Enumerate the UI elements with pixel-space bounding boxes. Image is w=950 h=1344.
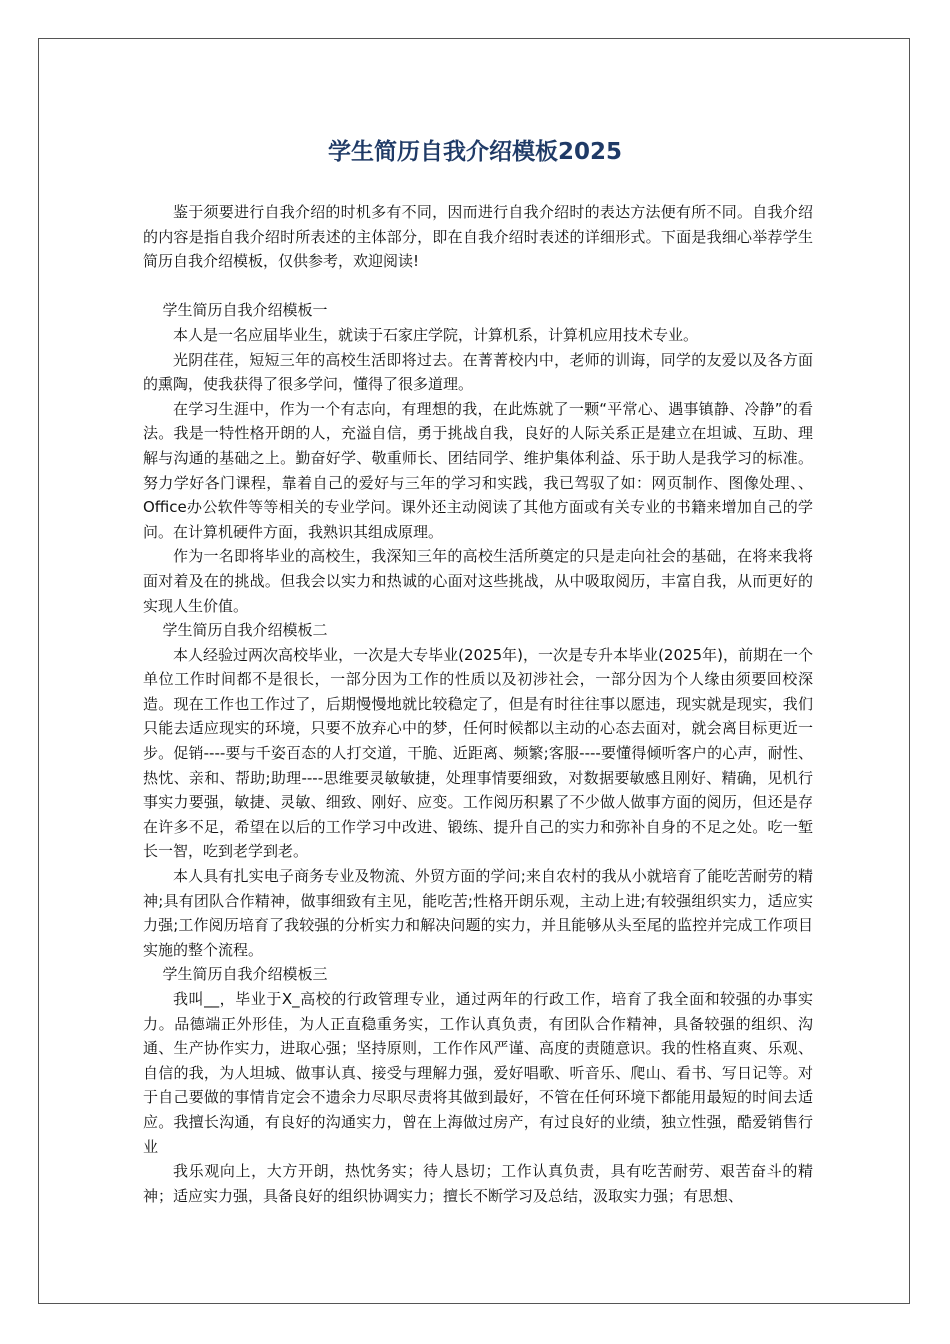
document-title: 学生简历自我介绍模板2025 xyxy=(327,139,622,165)
section-heading-2: 学生简历自我介绍模板二 xyxy=(162,621,328,640)
paragraph: 我乐观向上，大方开朗，热忱务实；待人恳切；工作认真负责，具有吃苦耐劳、艰苦奋斗的精神；适应实力强，具备良好的组织协调实力；擅长不断学习及总结，汲取实力强；有思想、 xyxy=(143,1162,813,1205)
paragraph: 光阴荏荏，短短三年的高校生活即将过去。在菁菁校内中，老师的训诲，同学的友爱以及各方面的熏陶，使我获得了很多学问，懂得了很多道理。 xyxy=(143,350,813,394)
paragraph: 我叫__，毕业于X_高校的行政管理专业，通过两年的行政工作，培育了我全面和较强的办事实力。品德端正外形佳，为人正直稳重务实，工作认真负责，有团队合作精神，具备较强的组织、沟通、生产协作实力，进取心强；坚持原则，工作作风严谨、高度的责随意识。我的性格直爽、乐观、自信的我，为人坦城、做事认真、接受与理解力强，爱好唱歌、听音乐、爬山、看书、写日记等。对于自己要做的事情肯定会不遗余力尽职尽责将其做到最好，不管在任何环境下都能用最短的时间去适应。我擅长沟通，有良好的沟通实力，曾在上海做过房产，有过良好的业绩，独立性强，酷爱销售行业 xyxy=(143,990,813,1156)
paragraph: 本人具有扎实电子商务专业及物流、外贸方面的学问;来自农村的我从小就培育了能吃苦耐劳的精神;具有团队合作精神，做事细致有主见，能吃苦;性格开朗乐观，主动上进;有较强组织实力，适应实力强;工作阅历培育了我较强的分析实力和解决问题的实力，并且能够从头至尾的监控并完成工作项目实施的整个流程。 xyxy=(143,867,813,959)
document-body xyxy=(143,200,813,1208)
paragraph: 在学习生涯中，作为一个有志向，有理想的我，在此炼就了一颗“平常心、遇事镇静、冷静”的看法。我是一特性格开朗的人，充溢自信，勇于挑战自我，良好的人际关系正是建立在坦诚、互助、理解与沟通的基础之上。勤奋好学、敬重师长、团结同学、维护集体利益、乐于助人是我学习的标准。努力学好各门课程，靠着自己的爱好与三年的学习和实践，我已驾驭了如：网页制作、图像处理、、Office办公软件等等相关的专业学问。课外还主动阅读了其他方面或有关专业的书籍来增加自己的学问。在计算机硬件方面，我熟识其组成原理。 xyxy=(143,399,813,541)
paragraph: 本人是一名应届毕业生，就读于石家庄学院，计算机系，计算机应用技术专业。 xyxy=(173,325,699,344)
paragraph: 本人经验过两次高校毕业，一次是大专毕业(2025年)，一次是专升本毕业(2025年)，前期在一个单位工作时间都不是很长，一部分因为工作的性质以及初涉社会，一部分因为个人缘由须要回校深造。现在工作也工作过了，后期慢慢地就比较稳定了，但是有时往往事以愿违，现实就是现实，我们只能去适应现实的环境，只要不放弃心中的梦，任何时候都以主动的心态去面对，就会离目标更近一步。促销----要与千姿百态的人打交道，干脆、近距离、频繁;客服----要懂得倾听客户的心声，耐性、热忱、亲和、帮助;助理----思维要灵敏敏捷，处理事情要细致，对数据要敏感且刚好、精确，见机行事实力要强，敏捷、灵敏、细致、刚好、应变。工作阅历积累了不少做人做事方面的阅历，但还是存在许多不足，希望在以后的工作学习中改进、锻练、提升自己的实力和弥补自身的不足之处。吃一堑长一智，吃到老学到老。 xyxy=(143,645,813,861)
section-heading-3: 学生简历自我介绍模板三 xyxy=(162,965,328,984)
paragraph: 作为一名即将毕业的高校生，我深知三年的高校生活所奠定的只是走向社会的基础，在将来我将面对着及在的挑战。但我会以实力和热诚的心面对这些挑战，从中吸取阅历，丰富自我，从而更好的实现人生价值。 xyxy=(143,547,813,615)
intro-paragraph: 鉴于须要进行自我介绍的时机多有不同，因而进行自我介绍时的表达方法便有所不同。自我介绍的内容是指自我介绍时所表述的主体部分，即在自我介绍时表述的详细形式。下面是我细心举荐学生简历自我介绍模板，仅供参考，欢迎阅读! xyxy=(143,203,813,271)
section-heading-1: 学生简历自我介绍模板一 xyxy=(162,301,328,320)
